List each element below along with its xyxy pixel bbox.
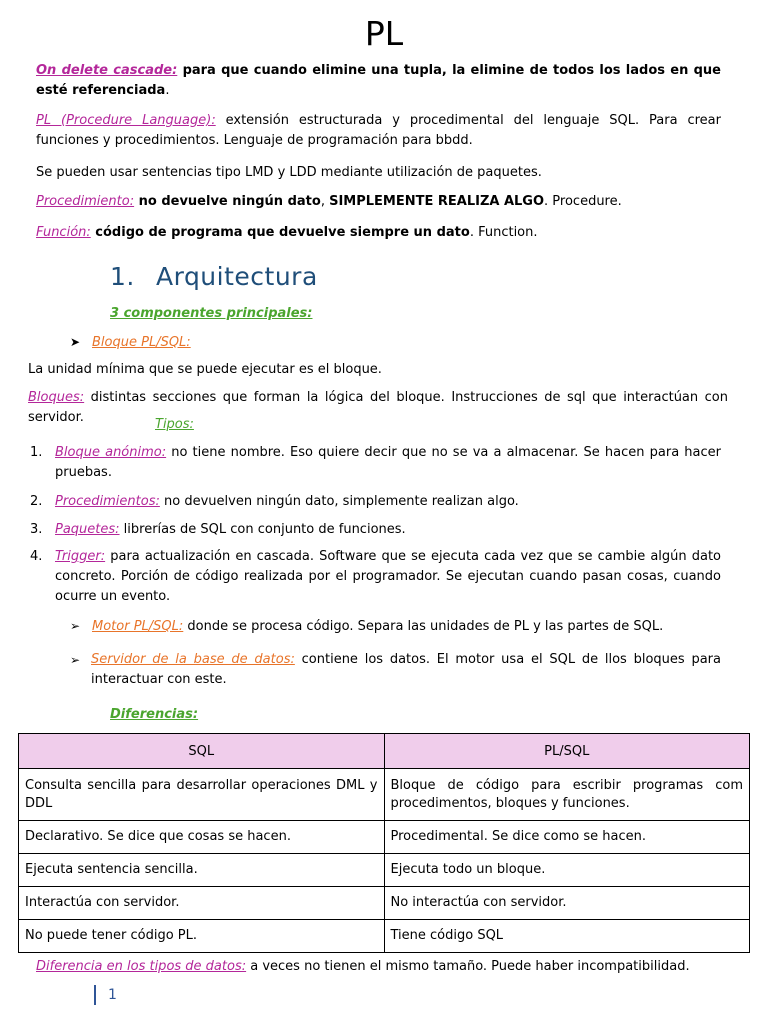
table-cell: Consulta sencilla para desarrollar operaciones DML y DDL [19,769,385,821]
diferencias-label-text: Diferencias: [110,707,199,722]
bloques-text: distintas secciones que forman la lógica del bloque. Instrucciones de sql que interactúan con servidor. [28,390,728,425]
table-cell: Bloque de código para escribir programas com procedimentos, bloques y funciones. [384,769,750,821]
list-item-trigger [55,547,721,607]
servidor-text: contiene los datos. El motor usa el SQL de llos bloques para interactuar con este. [91,652,721,687]
list-number: 4. [30,549,43,564]
table-header-row [19,734,750,769]
tipos-datos-text: a veces no tienen el mismo tamaño. Puede haber incompatibilidad. [246,959,690,974]
tipos-label [155,415,194,435]
arrow-bullet-icon: ➢ [70,653,81,667]
section-number: 1. [110,262,135,291]
cascade-end: . [165,83,170,98]
table-cell: Declarativo. Se dice que cosas se hacen. [19,821,385,854]
header-sql: SQL [19,734,385,769]
term-cascade: On delete cascade: [36,63,178,78]
arrow-bullet-icon: ➤ [70,335,81,349]
paragraph-funcion [36,223,721,243]
proc-end: . Procedure. [544,194,622,209]
page-title: PL [364,14,404,53]
motor-text: donde se procesa código. Separa las unidades de PL y las partes de SQL. [183,619,664,634]
list-item-procedimientos [55,492,721,512]
procedimientos-text: no devuelven ningún dato, simplemente realizan algo. [159,494,519,509]
trigger-text: para actualización en cascada. Software que se ejecuta cada vez que se cambie algún dato concreto. Porción de código realizada por el programador. Se ejecutan cuando pasan cosas, cuando ocurre un evento. [55,549,721,604]
servidor-bullet [70,650,721,690]
term-pl: PL (Procedure Language): [36,113,216,128]
term-tipos-datos: Diferencia en los tipos de datos: [36,959,247,974]
term-motor: Motor PL/SQL: [92,619,184,634]
bloque-bullet [70,332,191,353]
page-number: 1 [94,985,117,1005]
table-cell: Interactúa con servidor. [19,887,385,920]
proc-bold-2: SIMPLEMENTE REALIZA ALGO [329,194,545,209]
pl-text: extensión estructurada y procedimental del lenguaje SQL. Para crear funciones y procedimientos. Lenguaje de programación para bbdd. [36,113,721,148]
paragraph-sentencias: Se pueden usar sentencias tipo LMD y LDD mediante utilización de paquetes. [36,165,542,180]
func-end: . Function. [469,225,538,240]
list-number: 3. [30,522,43,537]
list-item-paquetes [55,520,721,540]
table-cell: Procedimental. Se dice como se hacen. [384,821,750,854]
table-row [19,854,750,887]
term-funcion: Función: [36,225,91,240]
motor-bullet [70,616,721,637]
paragraph-procedimiento [36,192,721,212]
tipos-label-text: Tipos: [155,417,194,432]
table-cell: Ejecuta sentencia sencilla. [19,854,385,887]
term-bloques: Bloques: [28,390,85,405]
bloque-anonimo-text: no tiene nombre. Eso quiere decir que no se va a almacenar. Se hacen para hacer pruebas. [55,445,721,480]
table-cell: Tiene código SQL [384,920,750,953]
table-row [19,920,750,953]
section-title: Arquitectura [156,262,318,291]
table-row [19,821,750,854]
list-item-bloque-anonimo [55,443,721,483]
paragraph-tipos-datos [36,957,736,977]
comparison-table [18,733,750,953]
paragraph-pl [36,111,721,151]
term-paquetes: Paquetes: [55,522,120,537]
header-plsql: PL/SQL [384,734,750,769]
list-number: 1. [30,445,43,460]
term-procedimientos: Procedimientos: [55,494,160,509]
arrow-bullet-icon: ➢ [70,619,81,633]
components-label-text: 3 componentes principales: [110,306,313,321]
cascade-text: para que cuando elimine una tupla, la elimine de todos los lados en que esté referenciada [36,63,721,98]
servidor-content [91,650,721,690]
table-cell: No interactúa con servidor. [384,887,750,920]
components-label [110,304,313,324]
unidad-text: La unidad mínima que se puede ejecutar es el bloque. [28,362,382,377]
term-trigger: Trigger: [55,549,106,564]
func-bold: código de programa que devuelve siempre un dato [90,225,470,240]
table-cell: Ejecuta todo un bloque. [384,854,750,887]
proc-comma: , [320,194,330,209]
table-row [19,769,750,821]
paragraph-bloques [28,388,728,428]
section-heading [110,262,318,291]
paragraph-cascade [36,61,721,101]
term-bloque-anonimo: Bloque anónimo: [55,445,167,460]
term-servidor: Servidor de la base de datos: [91,652,295,667]
bloque-label: Bloque PL/SQL: [92,335,191,350]
list-number: 2. [30,494,43,509]
proc-bold-1: no devuelve ningún dato [134,194,321,209]
diferencias-label [110,705,198,725]
table-cell: No puede tener código PL. [19,920,385,953]
table-row [19,887,750,920]
term-procedimiento: Procedimiento: [36,194,135,209]
paquetes-text: librerías de SQL con conjunto de funciones. [119,522,406,537]
